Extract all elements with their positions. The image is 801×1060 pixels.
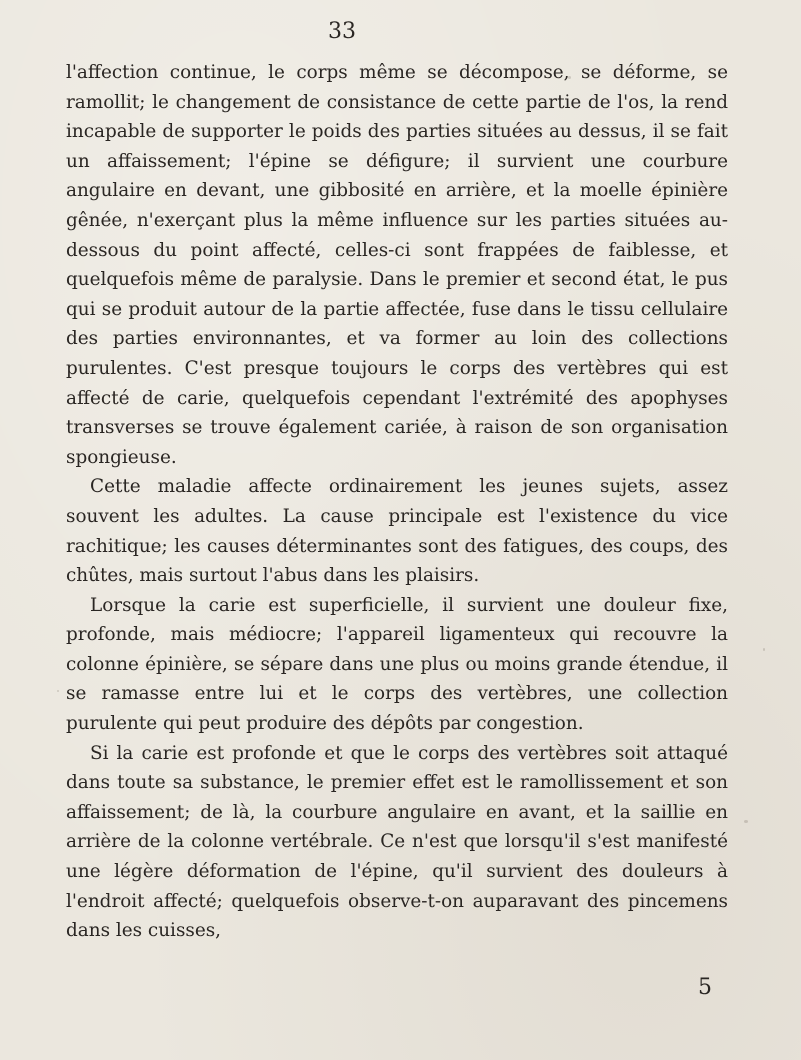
paper-speck	[744, 820, 748, 823]
signature-mark: 5	[698, 975, 712, 1000]
body-text	[66, 58, 728, 946]
paragraph-4: Si la carie est profonde et que le corps des vertèbres soit attaqué dans toute sa substance, le premier effet est le ramollissement et son affaissement; de là, la courbure angulaire en avant, et la saillie en arrière de la colonne vertébrale. Ce n'est que lorsqu'il s'est manifesté une légère déformation de l'épine, qu'il survient des douleurs à l'endroit affecté; quelquefois observe-t-on auparavant des pincemens dans les cuisses,	[66, 742, 728, 942]
paragraph-3: Lorsque la carie est superficielle, il survient une douleur fixe, profonde, mais médiocre; l'appareil ligamenteux qui recouvre la colonne épinière, se sépare dans une plus ou moins grande étendue, il se ramasse entre lui et le corps des vertèbres, une collection purulente qui peut produire des dépôts par congestion.	[66, 594, 728, 735]
paragraph-1: l'affection continue, le corps même se décompose, se déforme, se ramollit; le changement de consistance de cette partie de l'os, la rend incapable de supporter le poids des parties situées au dessus, il se fait un affaissement; l'épine se défigure; il survient une courbure angulaire en devant, une gibbosité en arrière, et la moelle épinière gênée, n'exerçant plus la même influence sur les parties situées au-dessous du point affecté, celles-ci sont frappées de faiblesse, et quelquefois même de paralysie. Dans le premier et second état, le pus qui se produit autour de la partie affectée, fuse dans le tissu cellulaire des parties environnantes, et va former au loin des collections purulentes. C'est presque toujours le corps des vertèbres qui est affecté de carie, quelquefois cependant l'extrémité des apophyses transverses se trouve également cariée, à raison de son organisation spongieuse.	[66, 62, 728, 468]
paper-speck	[763, 648, 765, 651]
paper-speck	[57, 690, 59, 692]
paragraph-2: Cette maladie affecte ordinairement les jeunes sujets, assez souvent les adultes. La cause principale est l'existence du vice rachitique; les causes déterminantes sont des fatigues, des coups, des chûtes, mais surtout l'abus dans les plaisirs.	[66, 476, 728, 587]
page-number: 33	[328, 19, 356, 44]
paper-speck	[568, 76, 571, 79]
